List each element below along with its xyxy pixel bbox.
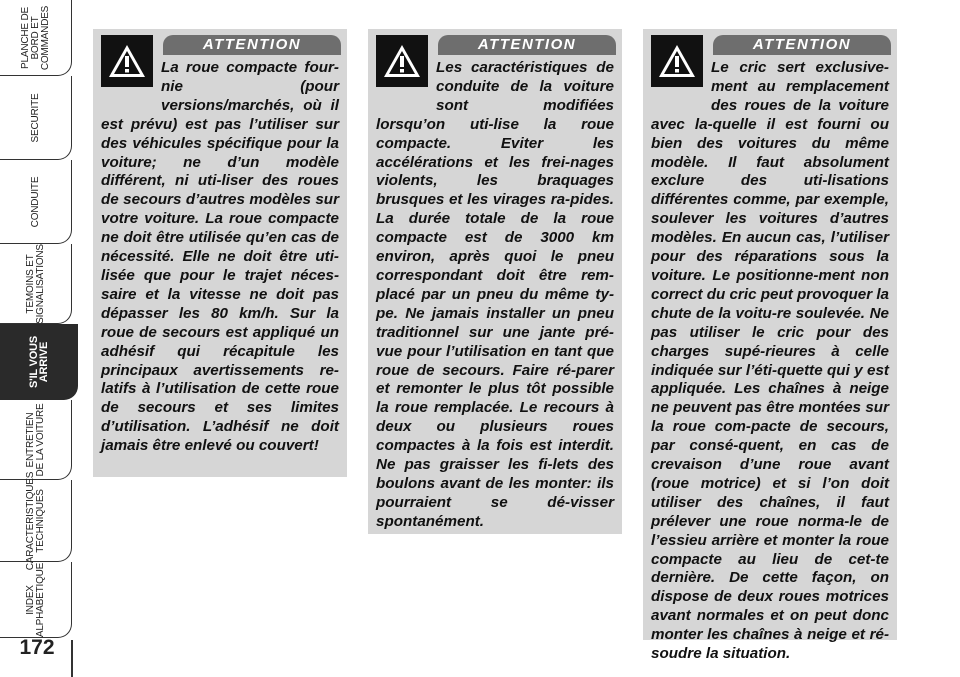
tab-planche-de-bord[interactable] [0,0,72,76]
warning-triangle-icon [651,35,703,87]
tab-temoins[interactable] [0,244,72,324]
warning-text: Les caractéristiques de conduite de la voiture sont modifiées lorsqu’on uti-lise la roue compacte. Eviter les accélérations et les frei-nages violents, les braquages brusques et les virages ra-pides. La durée totale de la roue compacte est de 3000 km environ, après quoi le pneu correspondant doit être rem-placé par un pneu du même ty-pe. Ne jamais installer un pneu traditionnel sur une jante pré-vue pour l’utilisation en tant que roue de secours. Faire ré-parer et remonter le plus tôt possible la roue remplacée. Le recours à deux ou plusieurs roues compactes à la fois est interdit. Ne pas graisser les fi-lets des boulons avant de les monter: ils pourraient se dé-visser spontanément. [376,59,614,530]
chapter-tabs [0,0,90,677]
attention-banner: ATTENTION [438,35,616,55]
tab-index[interactable] [0,562,72,638]
tab-entretien[interactable] [0,400,72,480]
tab-label: S'IL VOUS ARRIVE [27,335,50,388]
tab-label: CARACTERISTIQUES TECHNIQUES [24,471,46,570]
attention-banner: ATTENTION [713,35,891,55]
tab-caracteristiques[interactable] [0,471,72,570]
warning-text: La roue compacte four-nie (pour versions/marchés, où il est prévu) est pas l’utiliser sur des véhicules spécifique pour la voiture; ne d’un modèle différent, ni uti-liser des roues de secours d’autres modèles sur votre voiture. La roue compacte ne doit être utilisée qu’en cas de nécessité. Elle ne doit être uti-lisée que pour le trajet néces-saire et la vitesse ne doit pas dépasser les 80 km/h. Sur la roue de secours est appliqué un adhésif qui récapitule les principaux avertissements re-latifs à l’utilisation de cette roue de secours et ses limites d’utilisation. L’adhésif ne doit jamais être enlevé ou couvert! [101,59,339,455]
warning-text: Le cric sert exclusive-ment au remplacement des roues de la voiture avec la-quelle il est fourni ou bien des voitures du même modèle. Il faut absolument exclure des uti-lisations différentes comme, par exemple, soulever les voitures d’autres modèles. En aucun cas, l’utiliser pour des réparations sous la voiture. Le positionne-ment non correct du cric peut provoquer la chute de la voitu-re soulevée. Ne pas utiliser le cric pour des charges supé-rieures à celle indiquée sur l’éti-quette qui y est appliquée. Les chaînes à neige ne peuvent pas être montées sur la roue com-pacte de secours, par consé-quent, en cas de crevaison d’une roue avant (roue motrice) et si l’on doit utiliser des chaînes, il faut prélever une roue norma-le de l’essieu arrière et monter la roue compacte au lieu de cet-te dernière. De cette façon, on dispose de deux roues motrices avant normales et on peut donc monter les chaînes à neige et ré-soudre la situation. [651,59,889,663]
tab-label: INDEX ALPHABETIQUE [24,562,46,637]
tab-label: ENTRETIEN DE LA VOITURE [24,403,46,476]
attention-banner: ATTENTION [163,35,341,55]
warning-triangle-icon [376,35,428,87]
tab-conduite[interactable] [0,160,72,244]
warning-box-jack [643,29,897,663]
tab-sil-vous-arrive[interactable] [0,324,78,400]
warning-box-driving-characteristics [368,29,622,534]
tab-label: TEMOINS ET SIGNALISATIONS [24,243,46,324]
tab-label: SECURITE [29,93,41,142]
tab-label: PLANCHE DE BORD ET COMMANDES [19,5,51,70]
warning-box-compact-wheel [93,29,347,477]
warning-triangle-icon [101,35,153,87]
tab-label: CONDUITE [29,176,41,227]
page-number: 172 [19,636,55,659]
tab-securite[interactable] [0,76,72,160]
page-spine-divider [71,640,73,677]
